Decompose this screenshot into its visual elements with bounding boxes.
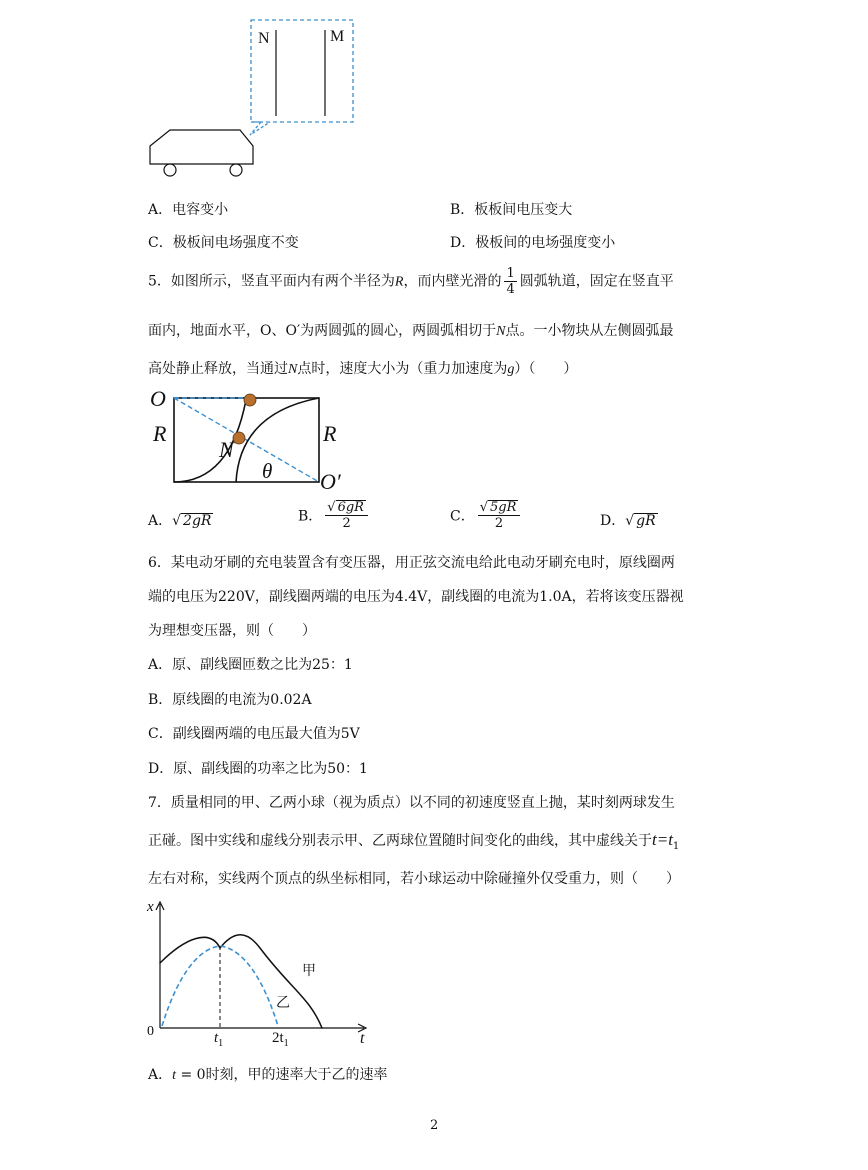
graph-jia-label: 甲 xyxy=(302,963,316,979)
quarter-fraction: $\frac{1}{4}$ xyxy=(506,266,515,297)
tangent-n-label: N xyxy=(219,437,234,462)
graph-t-axis-label: t xyxy=(360,1030,365,1047)
center-o-label: O xyxy=(150,386,166,411)
q7-line-3: 左右对称，实线两个顶点的纵坐标相同，若小球运动中除碰撞外仅受重力，则（ ） xyxy=(148,871,680,887)
q5-option-b[interactable]: B． $\frac{√ 6gR}{2}$ xyxy=(298,500,371,531)
q4-option-b[interactable]: B．板板间电压变大 xyxy=(450,202,573,218)
graph-t1-label: $t_1$ xyxy=(214,1030,224,1049)
position-time-graph xyxy=(140,898,380,1048)
q4-option-d[interactable]: D．极板间的电场强度变小 xyxy=(450,235,616,251)
q6-option-a[interactable]: A．原、副线圈匝数之比为25：1 xyxy=(148,657,353,673)
graph-x-axis-label: x xyxy=(147,899,154,915)
q6-option-d[interactable]: D．原、副线圈的功率之比为50：1 xyxy=(148,761,368,777)
q5-line-2: 面内，地面水平，O、O′为两圆弧的圆心，两圆弧相切于N点。一小物块从左侧圆弧最 xyxy=(148,323,674,339)
q6-option-c[interactable]: C．副线圈两端的电压最大值为5V xyxy=(148,726,360,742)
q6-line-3: 为理想变压器，则（ ） xyxy=(148,623,316,639)
q6-line-1: 6．某电动牙刷的充电装置含有变压器，用正弦交流电给此电动牙刷充电时，原线圈两 xyxy=(148,555,675,571)
graph-yi-label: 乙 xyxy=(276,995,290,1011)
center-o-prime-label: O′ xyxy=(320,469,341,494)
q5-line-3: 高处静止释放，当通过N点时，速度大小为（重力加速度为g）（ ） xyxy=(148,361,578,377)
angle-theta-label: θ xyxy=(262,459,273,483)
q7-option-a[interactable]: A．t = 0时刻，甲的速率大于乙的速率 xyxy=(148,1067,388,1083)
graph-2t1-label: $2t_1$ xyxy=(272,1030,289,1049)
arc-track-figure xyxy=(170,388,330,488)
page-number: 2 xyxy=(430,1118,439,1133)
radius-right-label: R xyxy=(323,421,337,446)
plate-m-label: M xyxy=(330,28,345,45)
q7-line-2: 正碰。图中实线和虚线分别表示甲、乙两球位置随时间变化的曲线，其中虚线关于$t=t_1$ xyxy=(148,830,680,852)
q5-option-d[interactable]: D．√ gR xyxy=(600,513,656,529)
q6-line-2: 端的电压为220V，副线圈两端的电压为4.4V，副线圈的电流为1.0A，若将该变压器视 xyxy=(148,589,684,605)
radius-left-label: R xyxy=(153,421,167,446)
plate-n-label: N xyxy=(258,30,270,47)
q4-option-a[interactable]: A．电容变小 xyxy=(148,202,229,218)
q5-option-c[interactable]: C． $\frac{√ 5gR}{2}$ xyxy=(450,500,523,531)
graph-origin-label: 0 xyxy=(147,1024,154,1039)
q5-line-1: 5．如图所示，竖直平面内有两个半径为R，而内壁光滑的 $\frac{1}{4}$ 圆弧轨道，固定在竖直平 xyxy=(148,266,674,297)
q6-option-b[interactable]: B．原线圈的电流为0.02A xyxy=(148,692,312,708)
q4-option-c[interactable]: C．极板间电场强度不变 xyxy=(148,235,299,251)
q5-option-a[interactable]: A．√ 2gR xyxy=(148,513,212,529)
q7-line-1: 7．质量相同的甲、乙两小球（视为质点）以不同的初速度竖直上抛，某时刻两球发生 xyxy=(148,795,675,811)
